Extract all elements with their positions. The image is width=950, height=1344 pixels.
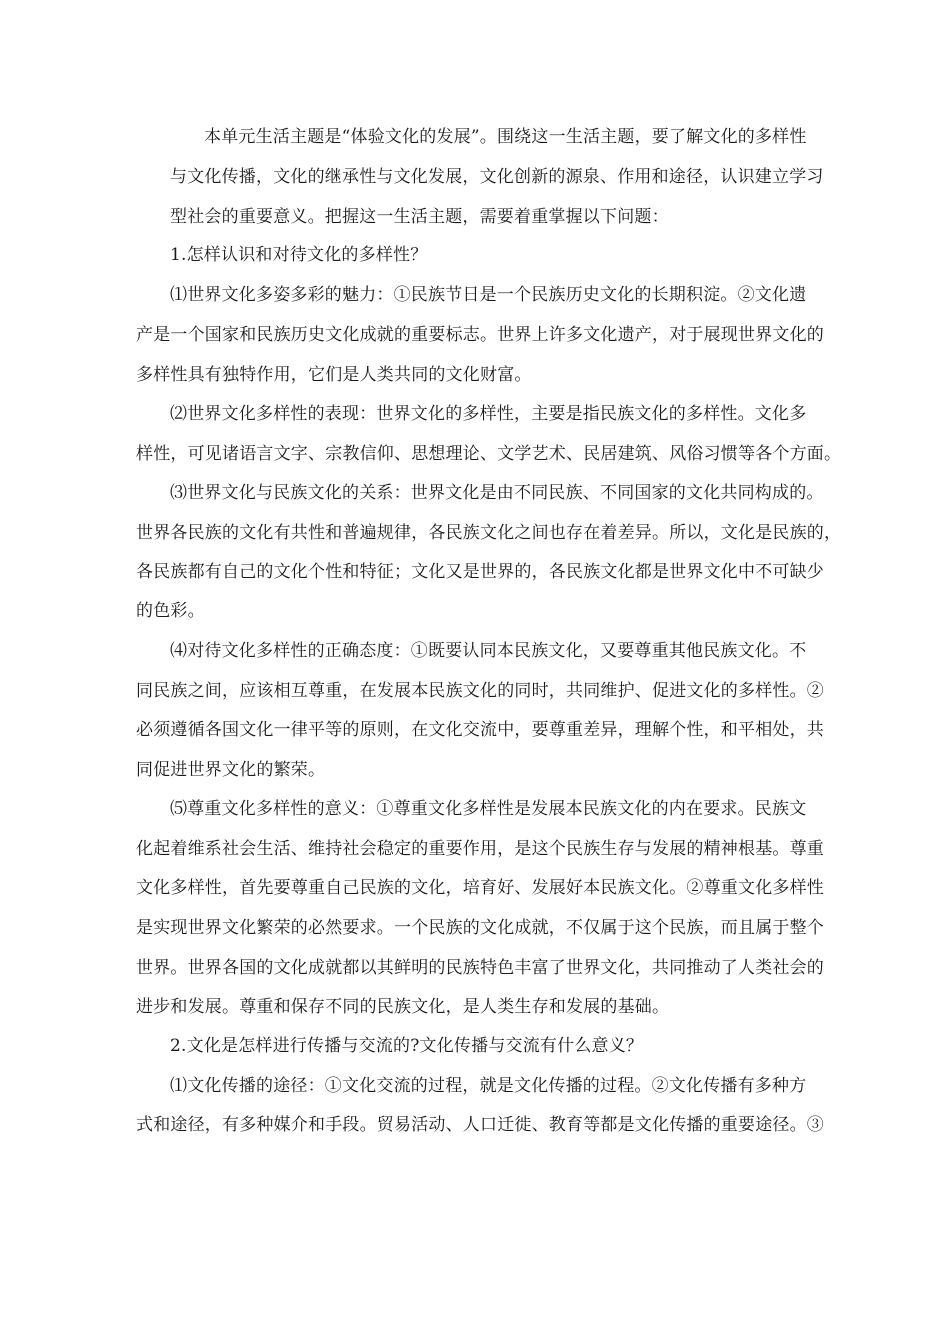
paragraph-1-3-line-2: 世界各民族的文化有共性和普遍规律，各民族文化之间也存在着差异。所以，文化是民族的， xyxy=(136,523,842,543)
intro-line-1: 本单元生活主题是“体验文化的发展”。围绕这一生活主题，要了解文化的多样性 xyxy=(204,127,807,147)
paragraph-1-5-line-2: 化起着维系社会生活、维持社会稳定的重要作用，是这个民族生存与发展的精神根基。尊重 xyxy=(136,839,824,859)
question-1-heading: 1.怎样认识和对待文化的多样性？ xyxy=(170,245,428,265)
paragraph-1-2-line-1: ⑵世界文化多样性的表现：世界文化的多样性，主要是指民族文化的多样性。文化多 xyxy=(170,404,807,424)
question-2-heading: 2.文化是怎样进行传播与交流的?文化传播与交流有什么意义？ xyxy=(170,1036,644,1056)
paragraph-1-2-line-2: 样性，可见诸语言文字、宗教信仰、思想理论、文学艺术、民居建筑、风俗习惯等各个方面。 xyxy=(136,444,842,464)
paragraph-1-1-line-2: 产是一个国家和民族历史文化成就的重要标志。世界上许多文化遗产，对于展现世界文化的 xyxy=(136,325,824,345)
paragraph-2-1-line-2: 式和途径，有多种媒介和手段。贸易活动、人口迁徙、教育等都是文化传播的重要途径。③ xyxy=(136,1115,824,1135)
paragraph-1-1-line-1: ⑴世界文化多姿多彩的魅力：①民族节日是一个民族历史文化的长期积淀。②文化遗 xyxy=(170,285,807,305)
paragraph-2-1-line-1: ⑴文化传播的途径：①文化交流的过程，就是文化传播的过程。②文化传播有多种方 xyxy=(170,1076,807,1096)
paragraph-1-5-line-6: 进步和发展。尊重和保存不同的民族文化，是人类生存和发展的基础。 xyxy=(136,997,670,1017)
paragraph-1-4-line-2: 同民族之间，应该相互尊重，在发展本民族文化的同时，共同维护、促进文化的多样性。② xyxy=(136,681,824,701)
paragraph-1-1-line-3: 多样性具有独特作用，它们是人类共同的文化财富。 xyxy=(136,365,532,385)
paragraph-1-3-line-3: 各民族都有自己的文化个性和特征；文化又是世界的，各民族文化都是世界文化中不可缺少 xyxy=(136,562,824,582)
paragraph-1-5-line-1: ⑸尊重文化多样性的意义：①尊重文化多样性是发展本民族文化的内在要求。民族文 xyxy=(170,799,807,819)
paragraph-1-4-line-4: 同促进世界文化的繁荣。 xyxy=(136,760,326,780)
paragraph-1-5-line-4: 是实现世界文化繁荣的必然要求。一个民族的文化成就，不仅属于这个民族，而且属于整个 xyxy=(136,918,824,938)
paragraph-1-3-line-1: ⑶世界文化与民族文化的关系：世界文化是由不同民族、不同国家的文化共同构成的。 xyxy=(170,483,824,503)
paragraph-1-5-line-3: 文化多样性，首先要尊重自己民族的文化，培育好、发展好本民族文化。②尊重文化多样性 xyxy=(136,878,824,898)
paragraph-1-3-line-4: 的色彩。 xyxy=(136,601,205,621)
paragraph-1-4-line-1: ⑷对待文化多样性的正确态度：①既要认同本民族文化，又要尊重其他民族文化。不 xyxy=(170,641,807,661)
paragraph-1-4-line-3: 必须遵循各国文化一律平等的原则，在文化交流中，要尊重差异，理解个性，和平相处，共 xyxy=(136,720,824,740)
paragraph-1-5-line-5: 世界。世界各国的文化成就都以其鲜明的民族特色丰富了世界文化，共同推动了人类社会的 xyxy=(136,958,824,978)
intro-line-2: 与文化传播，文化的继承性与文化发展，文化创新的源泉、作用和途径，认识建立学习 xyxy=(170,167,824,187)
intro-line-3: 型社会的重要意义。把握这一生活主题，需要着重掌握以下问题： xyxy=(170,207,669,227)
